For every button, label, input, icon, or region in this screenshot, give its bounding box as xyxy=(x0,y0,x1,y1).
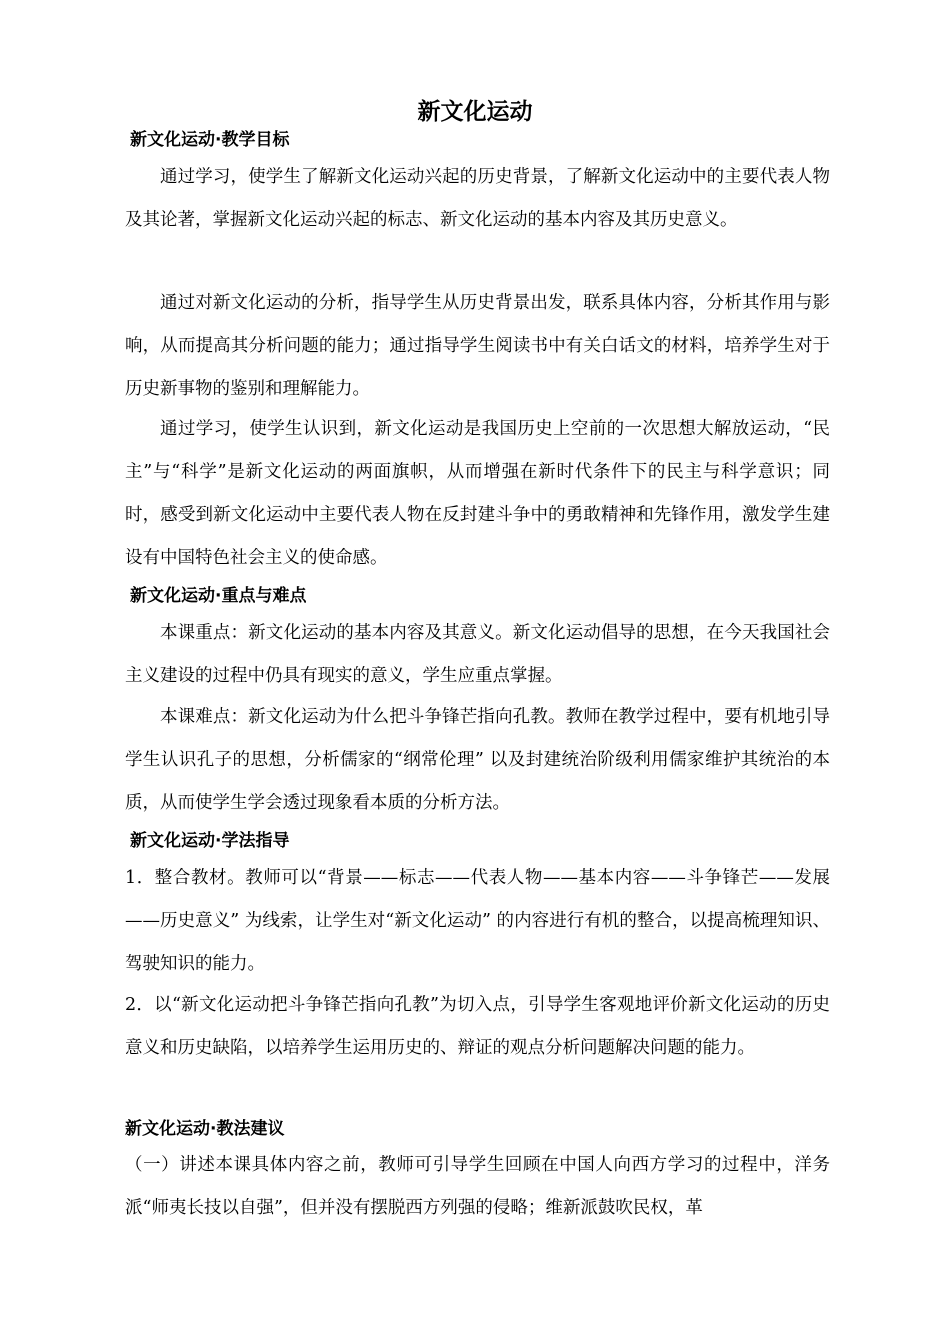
section-heading-key-points: 新文化运动·重点与难点 xyxy=(130,586,307,606)
paragraph: 本课重点：新文化运动的基本内容及其意义。新文化运动倡导的思想，在今天我国社会主义建设的过程中仍具有现实的意义，学生应重点掌握。 xyxy=(125,623,830,686)
document-title: 新文化运动 xyxy=(417,99,533,125)
paragraph: 通过学习，使学生了解新文化运动兴起的历史背景，了解新文化运动中的主要代表人物及其论著，掌握新文化运动兴起的标志、新文化运动的基本内容及其历史意义。 xyxy=(125,167,830,230)
section-heading-study-guide: 新文化运动·学法指导 xyxy=(130,831,290,851)
section-heading-teaching-goals: 新文化运动·教学目标 xyxy=(130,130,290,150)
paragraph: 本课难点：新文化运动为什么把斗争锋芒指向孔教。教师在教学过程中，要有机地引导学生认识孔子的思想，分析儒家的“纲常伦理” 以及封建统治阶级利用儒家维护其统治的本质，从而使学生学会透过现象看本质的分析方法。 xyxy=(125,707,830,813)
paragraph: 通过学习，使学生认识到，新文化运动是我国历史上空前的一次思想大解放运动，“民主”与“科学”是新文化运动的两面旗帜，从而增强在新时代条件下的民主与科学意识；同时，感受到新文化运动中主要代表人物在反封建斗争中的勇敢精神和先锋作用，激发学生建设有中国特色社会主义的使命感。 xyxy=(125,419,830,568)
paragraph: 1．整合教材。教师可以“背景——标志——代表人物——基本内容——斗争锋芒——发展——历史意义” 为线索，让学生对“新文化运动” 的内容进行有机的整合，以提高梳理知识、驾驶知识的能力。 xyxy=(125,868,830,974)
paragraph: 2．以“新文化运动把斗争锋芒指向孔教”为切入点，引导学生客观地评价新文化运动的历史意义和历史缺陷，以培养学生运用历史的、辩证的观点分析问题解决问题的能力。 xyxy=(125,995,830,1058)
section-heading-teaching-suggestions: 新文化运动·教法建议 xyxy=(125,1119,285,1139)
paragraph: 通过对新文化运动的分析，指导学生从历史背景出发，联系具体内容，分析其作用与影响，从而提高其分析问题的能力；通过指导学生阅读书中有关白话文的材料，培养学生对于历史新事物的鉴别和理解能力。 xyxy=(125,293,830,399)
paragraph: （一）讲述本课具体内容之前，教师可引导学生回顾在中国人向西方学习的过程中，洋务派“师夷长技以自强”，但并没有摆脱西方列强的侵略；维新派鼓吹民权，革 xyxy=(125,1155,830,1218)
